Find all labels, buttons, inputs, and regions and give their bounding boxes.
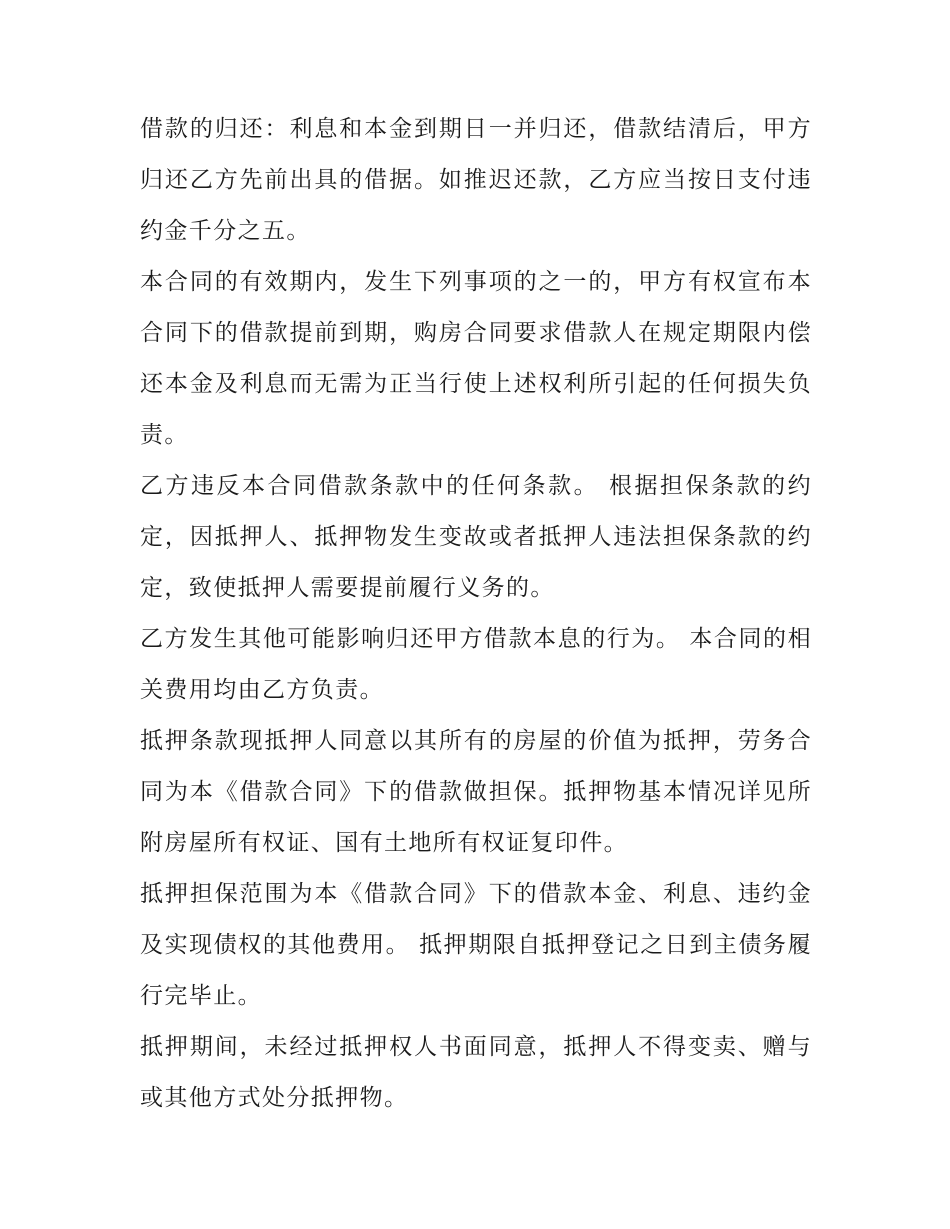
document-body (140, 104, 812, 1124)
paragraph-repayment: 借款的归还：利息和本金到期日一并归还，借款结清后，甲方归还乙方先前出具的借据。如推迟还款，乙方应当按日支付违约金千分之五。 (140, 116, 812, 244)
paragraph-mortgage-scope: 抵押担保范围为本《借款合同》下的借款本金、利息、违约金及实现债权的其他费用。 抵押期限自抵押登记之日到主债务履行完毕止。 (140, 881, 812, 1009)
paragraph-mortgage-clause: 抵押条款现抵押人同意以其所有的房屋的价值为抵押，劳务合同为本《借款合同》下的借款做担保。抵押物基本情况详见所附房屋所有权证、国有土地所有权证复印件。 (140, 728, 812, 856)
paragraph-breach: 乙方违反本合同借款条款中的任何条款。 根据担保条款的约定，因抵押人、抵押物发生变故或者抵押人违法担保条款的约定，致使抵押人需要提前履行义务的。 (140, 473, 812, 601)
paragraph-acceleration: 本合同的有效期内，发生下列事项的之一的，甲方有权宣布本合同下的借款提前到期，购房合同要求借款人在规定期限内偿还本金及利息而无需为正当行使上述权利所引起的任何损失负责。 (140, 269, 812, 448)
paragraph-mortgage-restriction: 抵押期间，未经过抵押权人书面同意，抵押人不得变卖、赠与或其他方式处分抵押物。 (140, 1034, 812, 1111)
paragraph-other-events: 乙方发生其他可能影响归还甲方借款本息的行为。 本合同的相关费用均由乙方负责。 (140, 626, 812, 703)
